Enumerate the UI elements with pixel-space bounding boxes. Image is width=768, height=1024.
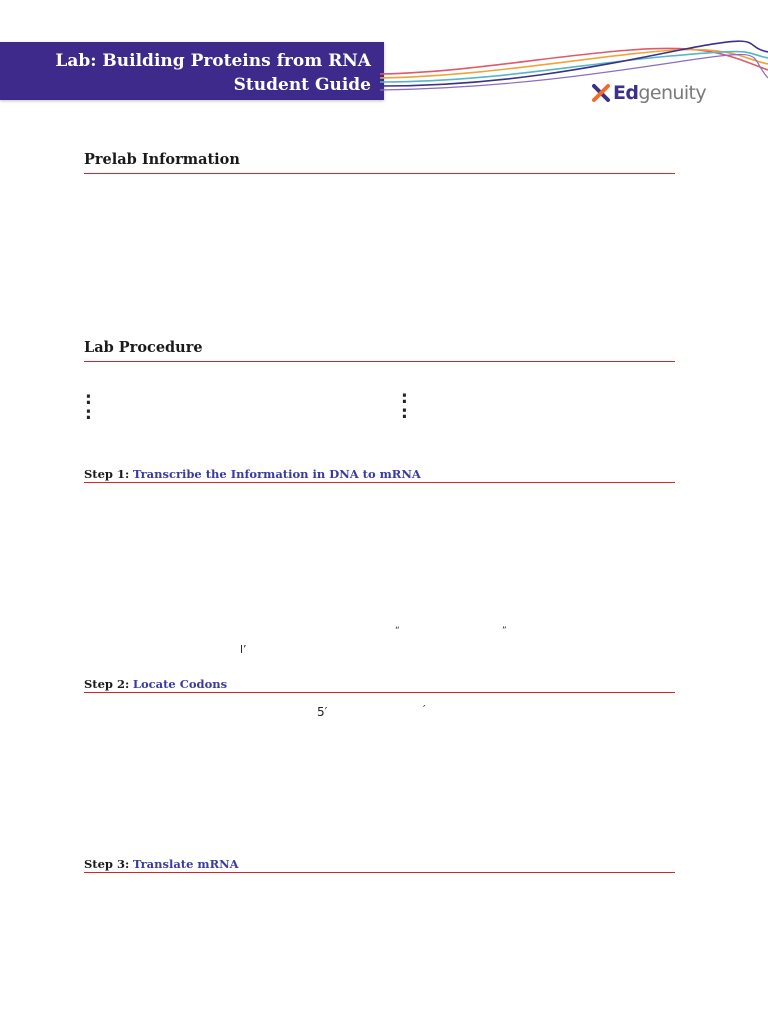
quote-mark: “ (395, 626, 400, 636)
text-fragment: l’ (240, 643, 247, 656)
edgenuity-x-icon (591, 83, 611, 103)
logo-wordmark: Edgenuity (613, 82, 706, 104)
colon-marker: : (85, 404, 92, 424)
colon-marker: : (401, 403, 408, 423)
step-title: Translate mRNA (132, 857, 239, 871)
decorative-ribbons (380, 38, 768, 98)
step-heading-3 (84, 857, 675, 873)
title-banner (0, 42, 384, 100)
step-number: Step 2: (84, 677, 130, 691)
step-number: Step 1: (84, 467, 130, 481)
document-title: Lab: Building Proteins from RNA (55, 51, 371, 71)
colon-marker: : (85, 389, 92, 409)
section-heading-prelab: Prelab Information (84, 151, 675, 174)
colon-marker: : (401, 388, 408, 408)
step-title: Transcribe the Information in DNA to mRNA (132, 467, 421, 481)
step-number: Step 3: (84, 857, 130, 871)
step-title: Locate Codons (132, 677, 228, 691)
quote-mark: ” (502, 626, 507, 636)
step-heading-2 (84, 677, 675, 693)
prime-mark: ′ (423, 703, 426, 716)
five-prime-label: 5′ (317, 705, 328, 719)
edgenuity-logo (591, 80, 706, 106)
section-heading-procedure: Lab Procedure (84, 339, 675, 362)
document-subtitle: Student Guide (233, 75, 371, 95)
step-heading-1 (84, 467, 675, 483)
